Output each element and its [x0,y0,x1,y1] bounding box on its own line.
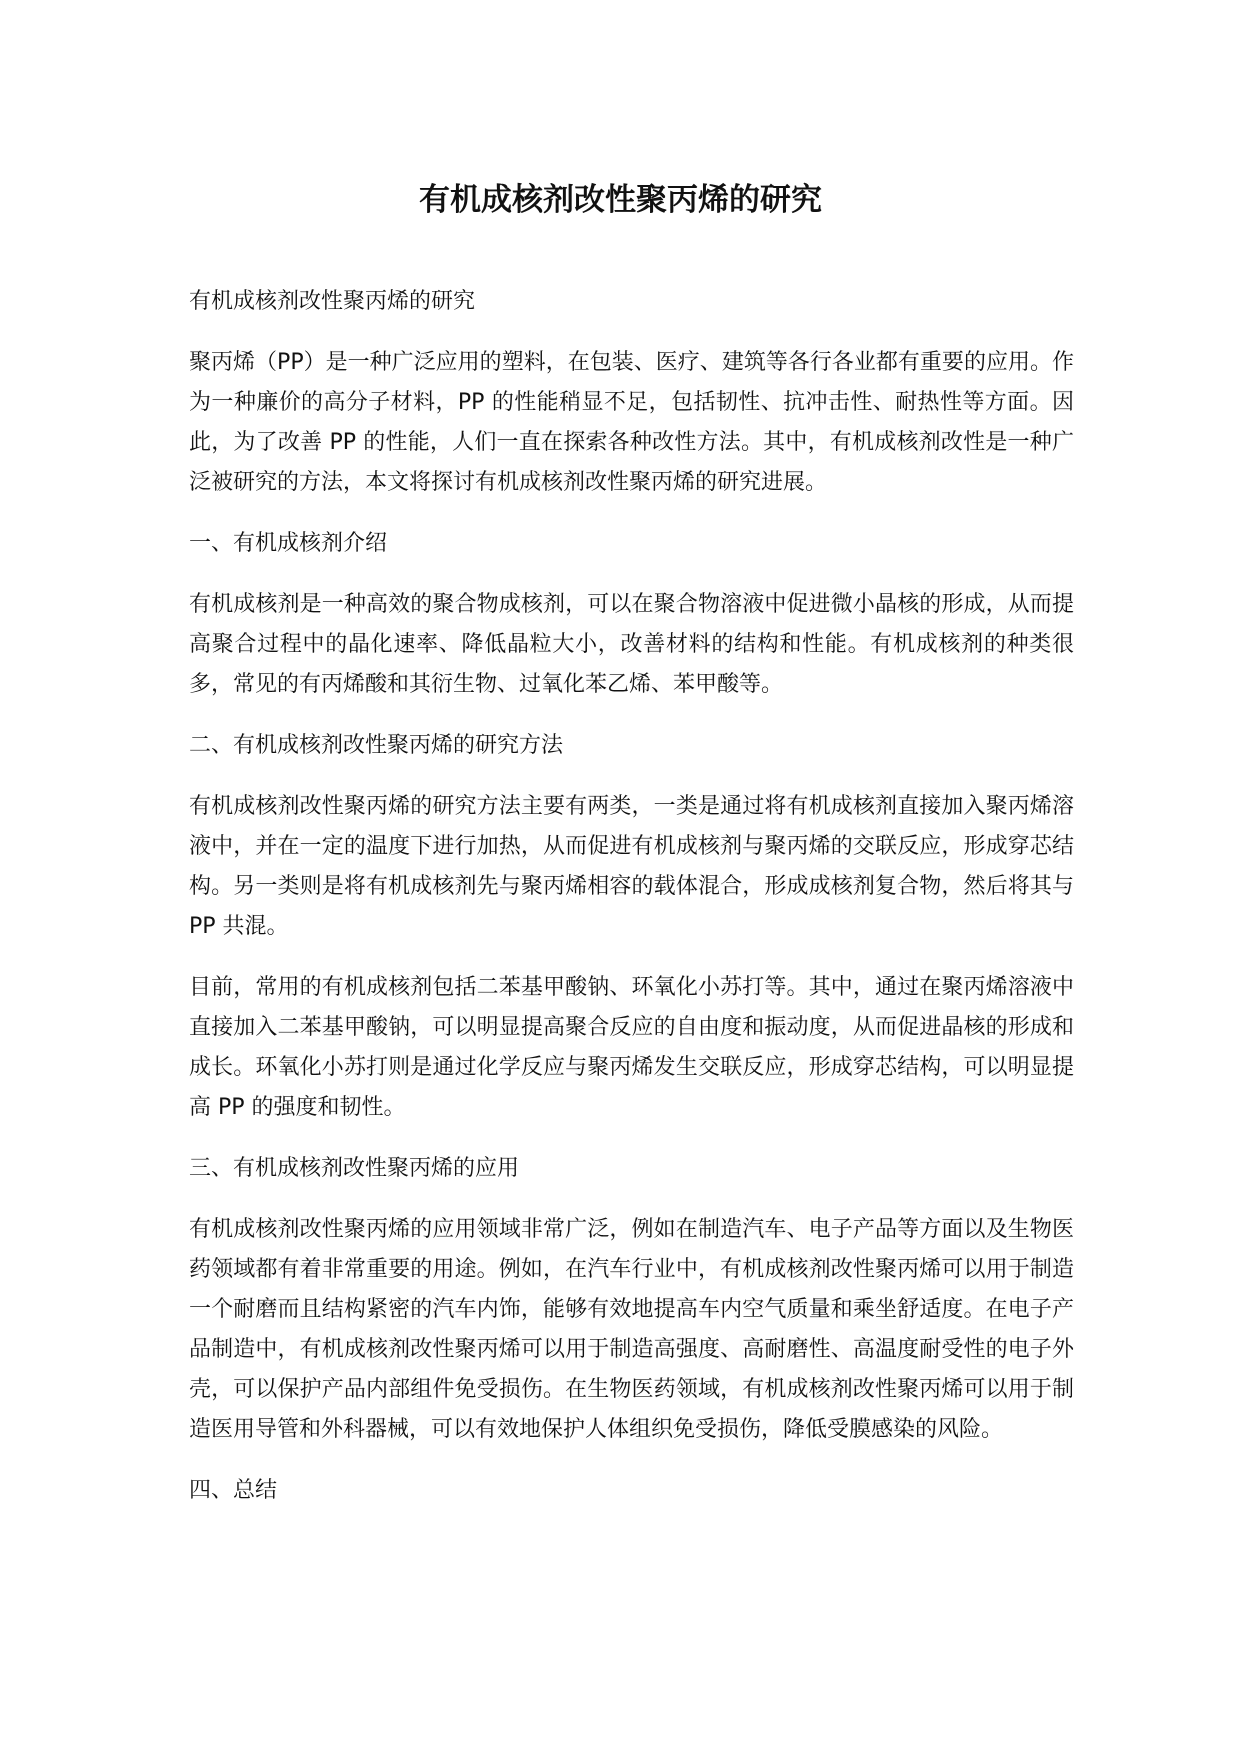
section-2-paragraph-1: 有机成核剂改性聚丙烯的研究方法主要有两类，一类是通过将有机成核剂直接加入聚丙烯溶液中，并在一定的温度下进行加热，从而促进有机成核剂与聚丙烯的交联反应，形成穿芯结构。另一类则是将有机成核剂先与聚丙烯相容的载体混合，形成成核剂复合物，然后将其与 PP 共混。 [189,794,1074,939]
intro-paragraph: 聚丙烯（PP）是一种广泛应用的塑料，在包装、医疗、建筑等各行各业都有重要的应用。作为一种廉价的高分子材料，PP 的性能稍显不足，包括韧性、抗冲击性、耐热性等方面。因此，为了改善 PP 的性能，人们一直在探索各种改性方法。其中，有机成核剂改性是一种广泛被研究的方法，本文将探讨有机成核剂改性聚丙烯的研究进展。 [189,350,1074,495]
document-body [189,282,1074,1532]
section-1-heading: 一、有机成核剂介绍 [189,531,388,556]
section-1-paragraph: 有机成核剂是一种高效的聚合物成核剂，可以在聚合物溶液中促进微小晶核的形成，从而提高聚合过程中的晶化速率、降低晶粒大小，改善材料的结构和性能。有机成核剂的种类很多，常见的有丙烯酸和其衍生物、过氧化苯乙烯、苯甲酸等。 [189,592,1074,697]
section-3-paragraph: 有机成核剂改性聚丙烯的应用领域非常广泛，例如在制造汽车、电子产品等方面以及生物医药领域都有着非常重要的用途。例如，在汽车行业中，有机成核剂改性聚丙烯可以用于制造一个耐磨而且结构紧密的汽车内饰，能够有效地提高车内空气质量和乘坐舒适度。在电子产品制造中，有机成核剂改性聚丙烯可以用于制造高强度、高耐磨性、高温度耐受性的电子外壳，可以保护产品内部组件免受损伤。在生物医药领域，有机成核剂改性聚丙烯可以用于制造医用导管和外科器械，可以有效地保护人体组织免受损伤，降低受膜感染的风险。 [189,1217,1074,1442]
document-title: 有机成核剂改性聚丙烯的研究 [419,182,822,218]
section-2-heading: 二、有机成核剂改性聚丙烯的研究方法 [189,733,564,758]
section-4-heading: 四、总结 [189,1478,278,1503]
section-2-paragraph-2: 目前，常用的有机成核剂包括二苯基甲酸钠、环氧化小苏打等。其中，通过在聚丙烯溶液中直接加入二苯基甲酸钠，可以明显提高聚合反应的自由度和振动度，从而促进晶核的形成和成长。环氧化小苏打则是通过化学反应与聚丙烯发生交联反应，形成穿芯结构，可以明显提高 PP 的强度和韧性。 [189,975,1074,1120]
section-3-heading: 三、有机成核剂改性聚丙烯的应用 [189,1156,520,1181]
document-subtitle: 有机成核剂改性聚丙烯的研究 [189,289,476,314]
